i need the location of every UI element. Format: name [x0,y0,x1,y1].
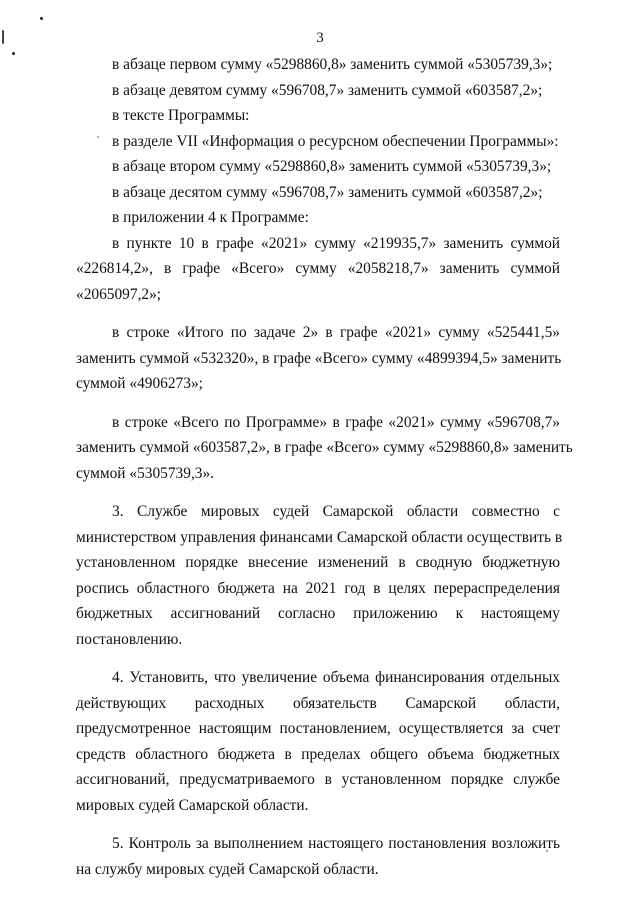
text-line: суммой «4906273»; [76,375,203,392]
paragraph-gap [76,652,560,665]
text-line: действующих расходных обязательств Самарской области, [76,694,560,712]
text-line: 5. Контроль за выполнением настоящего постановления возложить [112,835,560,852]
paragraph [76,320,560,397]
text-line: в абзаце втором сумму «5298860,8» заменить суммой «5305739,3»; [112,158,552,175]
text-line: заменить суммой «532320», в графе «Всего» сумму «4899394,5» заменить [76,349,562,367]
paragraph-gap [76,307,560,320]
paragraph [76,831,560,882]
text-line: «226814,2», в графе «Всего» сумму «2058218,7» заменить суммой [76,260,560,277]
text-line: заменить суммой «603587,2», в графе «Всего» сумму «5298860,8» заменить [76,439,573,456]
paragraph [76,180,560,206]
text-line: в тексте Программы: [112,107,250,124]
paragraph [76,205,560,231]
document-body [76,52,573,882]
text-line: в абзаце десятом сумму «596708,7» заменить суммой «603587,2»; [112,183,543,201]
text-line: 4. Установить, что увеличение объема финансирования отдельных [112,669,560,686]
text-line: средств областного бюджета в пределах общего объема бюджетных [76,745,560,763]
text-line: роспись областного бюджета на 2021 год в целях перераспределения [76,579,560,597]
text-line: в строке «Всего по Программе» в графе «2021» сумму «596708,7» [112,413,560,431]
text-line: в пункте 10 в графе «2021» сумму «219935,7» заменить суммой [112,234,560,252]
paragraph [76,231,560,308]
paragraph-gap [76,486,560,499]
text-line: 3. Службе мировых судей Самарской области совместно с [112,503,560,520]
paragraph [76,410,573,487]
text-line: в абзаце девятом сумму «596708,7» заменить суммой «603587,2»; [112,81,543,99]
scan-speck [12,52,15,55]
text-line: ассигнований, предусматриваемого в установленном порядке службе [76,771,560,788]
scan-speck [40,17,43,20]
text-line: бюджетных ассигнований согласно приложению к настоящему [76,605,560,622]
text-line: на службу мировых судей Самарской области. [76,860,379,878]
text-line: постановлению. [76,630,183,648]
paragraph [76,499,563,652]
text-line: в приложении 4 к Программе: [112,209,309,226]
paragraph [76,78,560,104]
paragraph [76,52,560,78]
paragraph [76,665,560,818]
text-line: мировых судей Самарской области. [76,796,309,814]
paragraph-gap [76,818,560,831]
text-line: суммой «5305739,3». [76,464,215,482]
text-line: в строке «Итого по задаче 2» в графе «2021» сумму «525441,5» [112,324,560,341]
paragraph-gap [76,397,560,410]
paragraph [76,154,560,180]
text-line: «2065097,2»; [76,285,162,303]
text-line: министерством управления финансами Самарской области осуществить в [76,528,563,546]
text-line: в абзаце первом сумму «5298860,8» заменить суммой «5305739,3»; [112,56,553,73]
text-line: в разделе VII «Информация о ресурсном обеспечении Программы»: [112,132,559,150]
page-number: 3 [316,30,324,46]
paragraph [76,103,560,129]
paragraph [76,129,560,155]
scan-speck [2,30,4,44]
text-line: предусмотренное настоящим постановлением, осуществляется за счет [76,720,560,737]
text-line: установленном порядке внесение изменений в сводную бюджетную [76,554,560,571]
